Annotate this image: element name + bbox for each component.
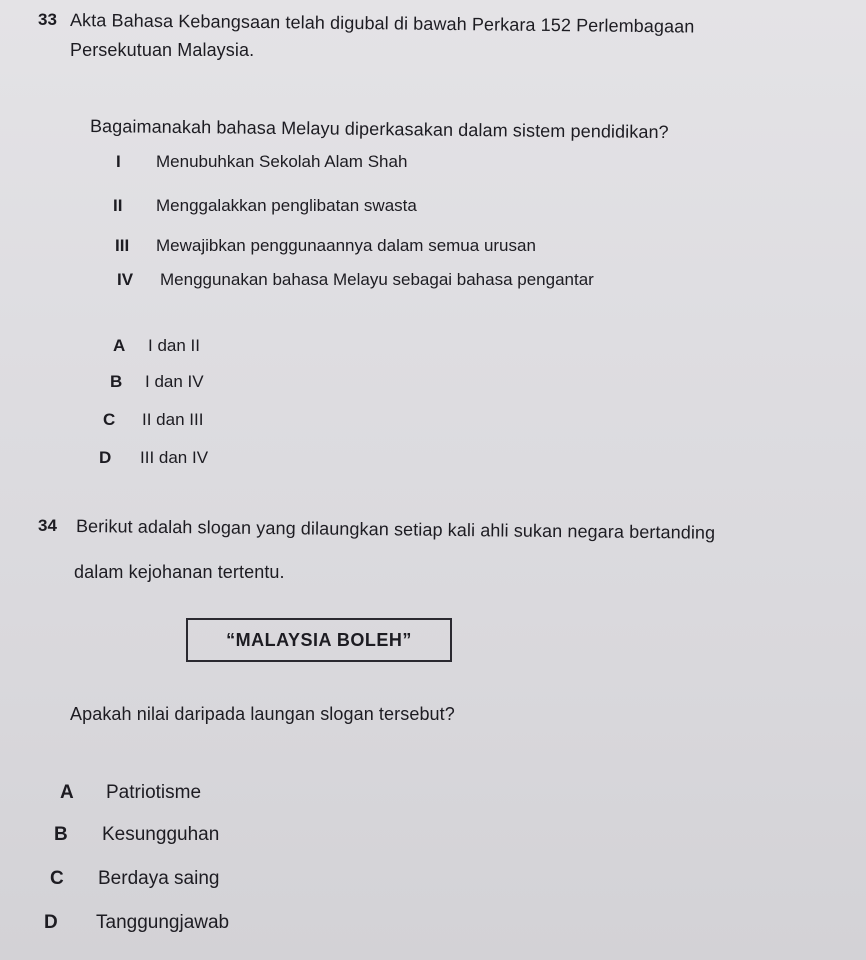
option-text: Patriotisme — [106, 782, 202, 803]
option-letter: B — [110, 372, 123, 391]
option-text: Tanggungjawab — [96, 912, 230, 933]
statement-roman: III — [115, 236, 130, 255]
question-number: 33 — [38, 10, 57, 29]
question-intro-line-2: dalam kejohanan tertentu. — [74, 562, 285, 582]
option-text: I dan IV — [145, 372, 204, 391]
option-text: Kesungguhan — [102, 824, 220, 845]
option-text: I dan II — [148, 336, 200, 355]
statement-roman: II — [113, 196, 123, 215]
option-letter: A — [60, 782, 74, 803]
question-stem: Apakah nilai daripada laungan slogan tersebut? — [70, 704, 455, 724]
question-intro-line-1: Akta Bahasa Kebangsaan telah digubal di bawah Perkara 152 Perlembagaan — [69, 10, 695, 37]
option-letter: D — [99, 448, 112, 467]
statement-text: Mewajibkan penggunaannya dalam semua urusan — [156, 236, 536, 255]
option-text: Berdaya saing — [98, 868, 220, 889]
slogan-text: “MALAYSIA BOLEH” — [226, 629, 412, 650]
option-letter: C — [50, 868, 64, 889]
question-intro-line-2: Persekutuan Malaysia. — [70, 40, 255, 60]
question-stem: Bagaimanakah bahasa Melayu diperkasakan dalam sistem pendidikan? — [89, 116, 669, 143]
statement-text: Menubuhkan Sekolah Alam Shah — [156, 152, 408, 171]
statement-text: Menggunakan bahasa Melayu sebagai bahasa pengantar — [160, 270, 594, 289]
option-letter: A — [113, 336, 126, 355]
option-letter: D — [44, 912, 58, 933]
option-text: III dan IV — [140, 448, 209, 467]
option-letter: C — [103, 410, 116, 429]
question-number: 34 — [38, 516, 57, 535]
slogan-box — [186, 618, 452, 662]
statement-text: Menggalakkan penglibatan swasta — [156, 196, 417, 215]
option-text: II dan III — [142, 410, 204, 429]
statement-roman: IV — [117, 270, 134, 289]
option-letter: B — [54, 824, 68, 845]
question-intro-line-1: Berikut adalah slogan yang dilaungkan setiap kali ahli sukan negara bertanding — [75, 516, 716, 543]
statement-roman: I — [116, 152, 121, 171]
